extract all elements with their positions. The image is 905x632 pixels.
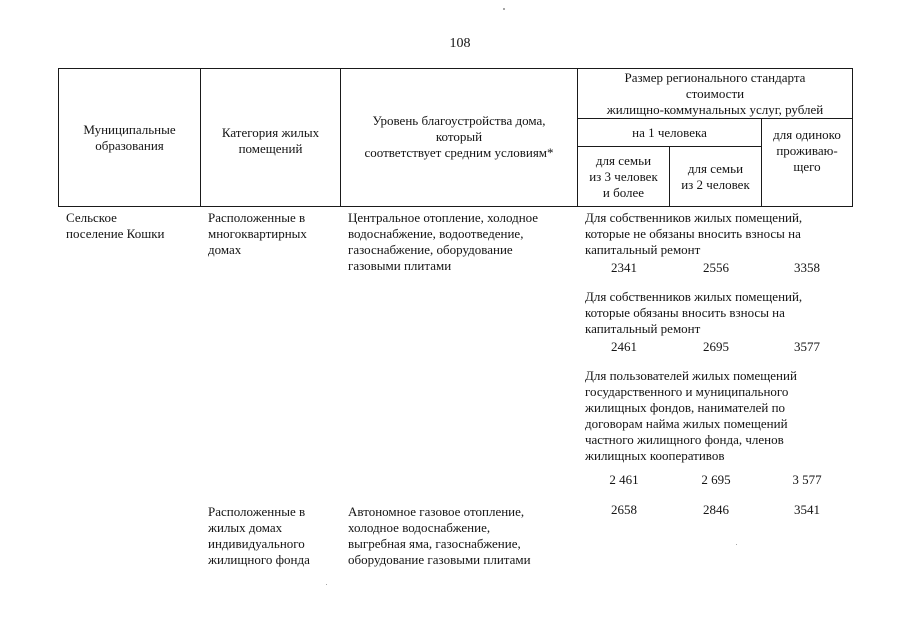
header-right-border [852, 68, 853, 207]
group3-family3: 2 461 [609, 472, 639, 487]
group3-family2: 2 695 [701, 472, 731, 487]
group1-family2: 2556 [703, 260, 729, 275]
scan-speck [326, 584, 327, 585]
page-number: 108 [449, 36, 471, 51]
group1-single: 3358 [794, 260, 820, 275]
header-municipal: Муниципальные образования [83, 121, 176, 153]
level-individual: Автономное газовое отопление, холодное водоснабжение, выгребная яма, газоснабжение, оборудование газовыми плитами [348, 504, 531, 567]
group3-label: Для пользователей жилых помещений государственного и муниципального жилищных фондов, нанимателей по договорам найма жилых помещений частного жилищного фонда, членов жилищных кооперативов [585, 368, 797, 463]
category-individual: Расположенные в жилых домах индивидуального жилищного фонда [208, 504, 310, 567]
group3-single: 3 577 [792, 472, 822, 487]
header-family2: для семьи из 2 человек [681, 160, 750, 192]
row2-single: 3541 [794, 502, 820, 517]
group2-single: 3577 [794, 339, 820, 354]
row2-family2: 2846 [703, 502, 729, 517]
header-level: Уровень благоустройства дома, который соответствует средним условиям* [364, 112, 554, 160]
group1-label: Для собственников жилых помещений, которые не обязаны вносить взносы на капитальный ремонт [585, 210, 803, 257]
header-category: Категория жилых помещений [221, 124, 320, 156]
header-standard: Размер регионального стандарта стоимости жилищно-коммунальных услуг, рублей [606, 69, 824, 117]
scan-speck [736, 544, 737, 545]
scan-speck [503, 8, 505, 10]
municipality-name: Сельское поселение Кошки [66, 210, 165, 241]
level-apartment: Центральное отопление, холодное водоснабжение, водоотведение, газоснабжение, оборудование газовыми плитами [348, 210, 539, 273]
group2-family2: 2695 [703, 339, 729, 354]
category-apartment: Расположенные в многоквартирных домах [208, 210, 307, 257]
group1-family3: 2341 [611, 260, 637, 275]
group2-family3: 2461 [611, 339, 637, 354]
header-bottom-border [58, 206, 853, 207]
header-per-person: на 1 человека [632, 124, 707, 140]
group2-label: Для собственников жилых помещений, которые обязаны вносить взносы на капитальный ремонт [585, 289, 803, 336]
header-single: для одиноко проживаю- щего [773, 127, 841, 174]
header-family3: для семьи из 3 человек и более [589, 152, 658, 200]
row2-family3: 2658 [611, 502, 637, 517]
